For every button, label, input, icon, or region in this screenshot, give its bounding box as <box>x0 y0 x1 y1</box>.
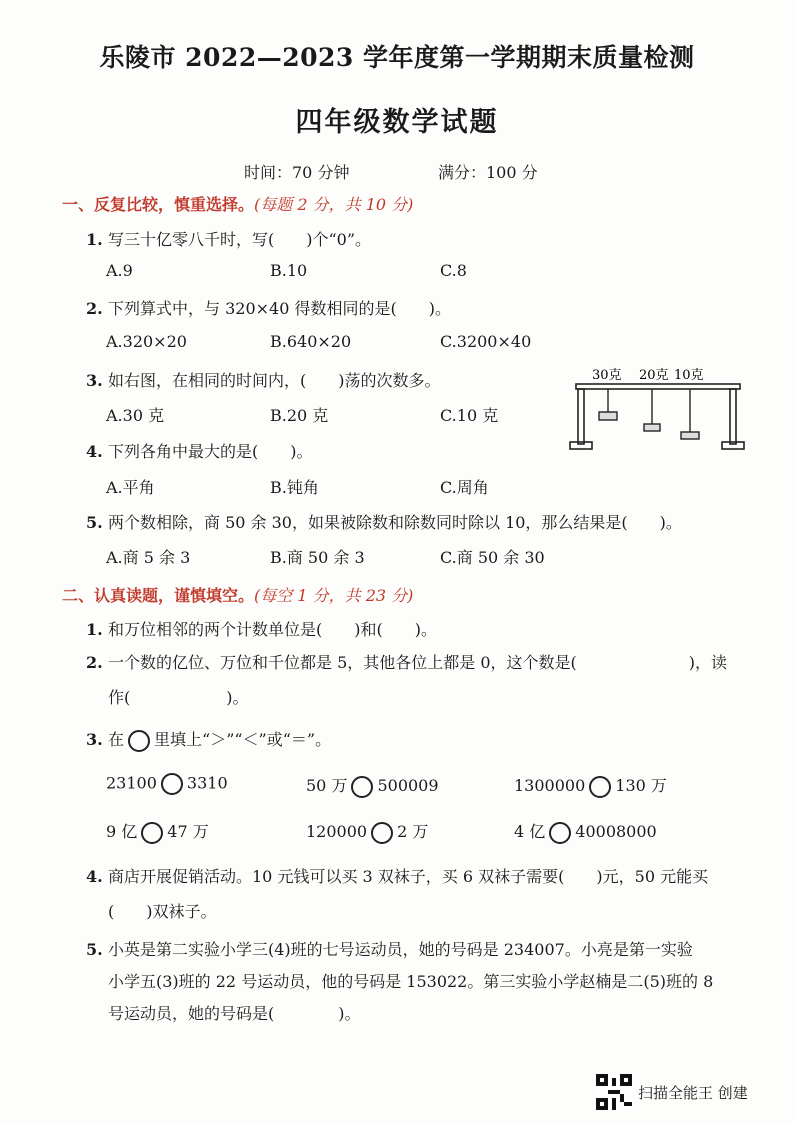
question-1-5: 5. 两个数相除，商 50 余 30，如果被除数和除数同时除以 10，那么结果是( )。 <box>86 513 682 532</box>
weight-20g <box>644 424 660 431</box>
compare-circle[interactable] <box>161 773 183 795</box>
question-2-1: 1. 和万位相邻的两个计数单位是( )和( )。 <box>86 620 437 639</box>
question-2-5-cont: 小学五(3)班的 22 号运动员，他的号码是 153022。第三实验小学赵楠是二(5)班的 8 <box>108 972 714 991</box>
question-1-3: 3. 如右图，在相同的时间内，( )荡的次数多。 <box>86 371 441 390</box>
compare-item: 23100 3310 <box>106 773 228 795</box>
question-1-1: 1. 写三十亿零八千时，写( )个“0”。 <box>86 230 372 249</box>
left-base <box>570 442 592 449</box>
question-2-4: 4. 商店开展促销活动。10 元钱可以买 3 双袜子，买 6 双袜子需要( )元，50 元能买 <box>86 867 709 886</box>
question-1-4: 4. 下列各角中最大的是( )。 <box>86 442 313 461</box>
section1-note: (每题 2 分，共 10 分) <box>254 195 414 214</box>
option: B.640×20 <box>270 332 352 351</box>
option: C.8 <box>440 261 467 280</box>
option: C.周角 <box>440 478 489 497</box>
question-2-5-cont2: 号运动员，她的号码是( )。 <box>108 1004 361 1023</box>
section2-heading: 二、认真读题，谨慎填空。(每空 1 分，共 23 分) <box>62 586 414 605</box>
figure-label-20g: 20克 <box>639 368 669 383</box>
option: A.320×20 <box>106 332 187 351</box>
weight-10g <box>681 432 699 439</box>
page-title: 乐陵市 2022—2023 学年度第一学期期末质量检测 <box>99 43 695 72</box>
compare-item: 50 万 500009 <box>306 773 439 798</box>
pendulum-figure <box>566 362 746 454</box>
scanner-watermark: 扫描全能王 创建 <box>638 1084 748 1102</box>
question-2-4-cont: ( )双袜子。 <box>108 902 217 921</box>
section1-heading: 一、反复比较，慎重选择。(每题 2 分，共 10 分) <box>62 195 414 214</box>
figure-label-10g: 10克 <box>674 368 704 383</box>
compare-item: 9 亿 47 万 <box>106 819 209 844</box>
right-post <box>730 389 736 444</box>
exam-time: 时间：70 分钟 <box>244 163 350 182</box>
question-2-5: 5. 小英是第二实验小学三(4)班的七号运动员，她的号码是 234007。小亮是第一实验 <box>86 940 693 959</box>
compare-circle[interactable] <box>141 822 163 844</box>
question-2-3: 3. 在 里填上“＞”“＜”或“＝”。 <box>86 727 331 752</box>
page-subtitle: 四年级数学试题 <box>295 107 499 138</box>
exam-score: 满分：100 分 <box>438 163 538 182</box>
option: A.9 <box>106 261 133 280</box>
weight-30g <box>599 412 617 420</box>
circle-placeholder-icon <box>128 730 150 752</box>
option: A.30 克 <box>106 406 165 425</box>
question-2-2-cont: 作( )。 <box>108 688 249 707</box>
option: B.钝角 <box>270 478 319 497</box>
option: B.10 <box>270 261 308 280</box>
compare-item: 120000 2 万 <box>306 819 428 844</box>
figure-label-30g: 30克 <box>592 368 622 383</box>
option: B.商 50 余 3 <box>270 548 365 567</box>
compare-circle[interactable] <box>351 776 373 798</box>
option: C.3200×40 <box>440 332 532 351</box>
qr-code-icon <box>596 1074 632 1110</box>
question-2-2: 2. 一个数的亿位、万位和千位都是 5，其他各位上都是 0，这个数是( )，读 <box>86 653 728 672</box>
right-base <box>722 442 744 449</box>
compare-item: 4 亿 40008000 <box>514 819 657 844</box>
option: C.商 50 余 30 <box>440 548 545 567</box>
top-bar <box>576 384 740 389</box>
option: A.平角 <box>106 478 155 497</box>
section2-note: (每空 1 分，共 23 分) <box>254 586 414 605</box>
compare-circle[interactable] <box>371 822 393 844</box>
compare-circle[interactable] <box>589 776 611 798</box>
option: C.10 克 <box>440 406 499 425</box>
question-1-2: 2. 下列算式中，与 320×40 得数相同的是( )。 <box>86 299 451 318</box>
left-post <box>578 389 584 444</box>
compare-item: 1300000 130 万 <box>514 773 667 798</box>
option: B.20 克 <box>270 406 329 425</box>
option: A.商 5 余 3 <box>106 548 191 567</box>
compare-circle[interactable] <box>549 822 571 844</box>
